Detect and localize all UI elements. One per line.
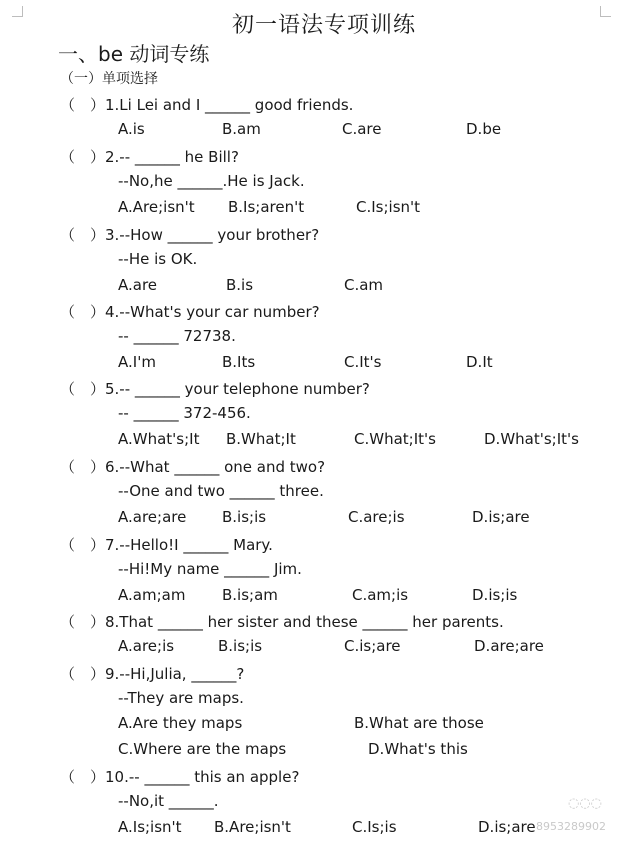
- question-dialogue-line: --One and two ______ three.: [118, 482, 324, 500]
- crop-mark-top-right: [600, 6, 611, 17]
- subsection-heading: （一）单项选择: [60, 71, 158, 87]
- question-dialogue-line: --They are maps.: [118, 689, 244, 707]
- question-stem: （ ）6.--What ______ one and two?: [60, 458, 326, 476]
- answer-option: A.Are;isn't: [118, 198, 195, 216]
- answer-option: A.are: [118, 276, 158, 294]
- answer-option: C.It's: [344, 353, 382, 371]
- question-stem: （ ）9.--Hi,Julia, ______?: [60, 665, 245, 683]
- watermark-id: 8953289902: [536, 820, 606, 833]
- question-dialogue-line: -- ______ 372-456.: [118, 404, 251, 422]
- watermark-logo: ◌◌◌: [568, 796, 603, 811]
- answer-option: D.It: [466, 353, 493, 371]
- crop-mark-top-left: [12, 6, 23, 17]
- answer-option: A.What's;It: [118, 430, 200, 448]
- answer-option: B.is;is: [222, 508, 267, 526]
- answer-option: D.is;are: [478, 818, 536, 836]
- question-dialogue-line: -- ______ 72738.: [118, 327, 236, 345]
- answer-option: A.I'm: [118, 353, 156, 371]
- page-title: 初一语法专项训练: [232, 13, 417, 38]
- answer-option: D.What's;It's: [484, 430, 579, 448]
- question-stem: （ ）7.--Hello!I ______ Mary.: [60, 536, 273, 554]
- answer-option: B.Is;aren't: [228, 198, 305, 216]
- answer-option: D.What's this: [368, 740, 468, 758]
- answer-option: B.is: [226, 276, 254, 294]
- answer-option: D.be: [466, 120, 502, 138]
- answer-option: C.am: [344, 276, 384, 294]
- answer-option: C.What;It's: [354, 430, 436, 448]
- answer-option: C.is;are: [344, 637, 401, 655]
- answer-option: A.is: [118, 120, 145, 138]
- answer-option: D.is;are: [472, 508, 530, 526]
- answer-option: D.is;is: [472, 586, 518, 604]
- answer-option: C.are: [342, 120, 382, 138]
- answer-option: B.is;am: [222, 586, 278, 604]
- question-stem: （ ）8.That ______ her sister and these ______ her parents.: [60, 613, 504, 631]
- answer-option: D.are;are: [474, 637, 544, 655]
- question-dialogue-line: --He is OK.: [118, 250, 198, 268]
- answer-option: B.is;is: [218, 637, 263, 655]
- question-stem: （ ）10.-- ______ this an apple?: [60, 768, 300, 786]
- answer-option: B.Are;isn't: [214, 818, 291, 836]
- answer-option: A.Are they maps: [118, 714, 243, 732]
- answer-option: C.are;is: [348, 508, 405, 526]
- answer-option: A.Is;isn't: [118, 818, 182, 836]
- question-dialogue-line: --No,he ______.He is Jack.: [118, 172, 305, 190]
- answer-option: C.Is;is: [352, 818, 397, 836]
- question-stem: （ ）2.-- ______ he Bill?: [60, 148, 239, 166]
- question-stem: （ ）5.-- ______ your telephone number?: [60, 380, 370, 398]
- answer-option: C.am;is: [352, 586, 409, 604]
- answer-option: A.am;am: [118, 586, 186, 604]
- answer-option: A.are;are: [118, 508, 187, 526]
- question-stem: （ ）3.--How ______ your brother?: [60, 226, 320, 244]
- answer-option: B.Its: [222, 353, 256, 371]
- question-dialogue-line: --No,it ______.: [118, 792, 219, 810]
- question-stem: （ ）1.Li Lei and I ______ good friends.: [60, 96, 354, 114]
- answer-option: B.What;It: [226, 430, 296, 448]
- answer-option: A.are;is: [118, 637, 175, 655]
- question-stem: （ ）4.--What's your car number?: [60, 303, 320, 321]
- answer-option: C.Where are the maps: [118, 740, 287, 758]
- question-dialogue-line: --Hi!My name ______ Jim.: [118, 560, 302, 578]
- section-heading: 一、be 动词专练: [58, 42, 210, 66]
- answer-option: C.Is;isn't: [356, 198, 421, 216]
- answer-option: B.What are those: [354, 714, 484, 732]
- answer-option: B.am: [222, 120, 261, 138]
